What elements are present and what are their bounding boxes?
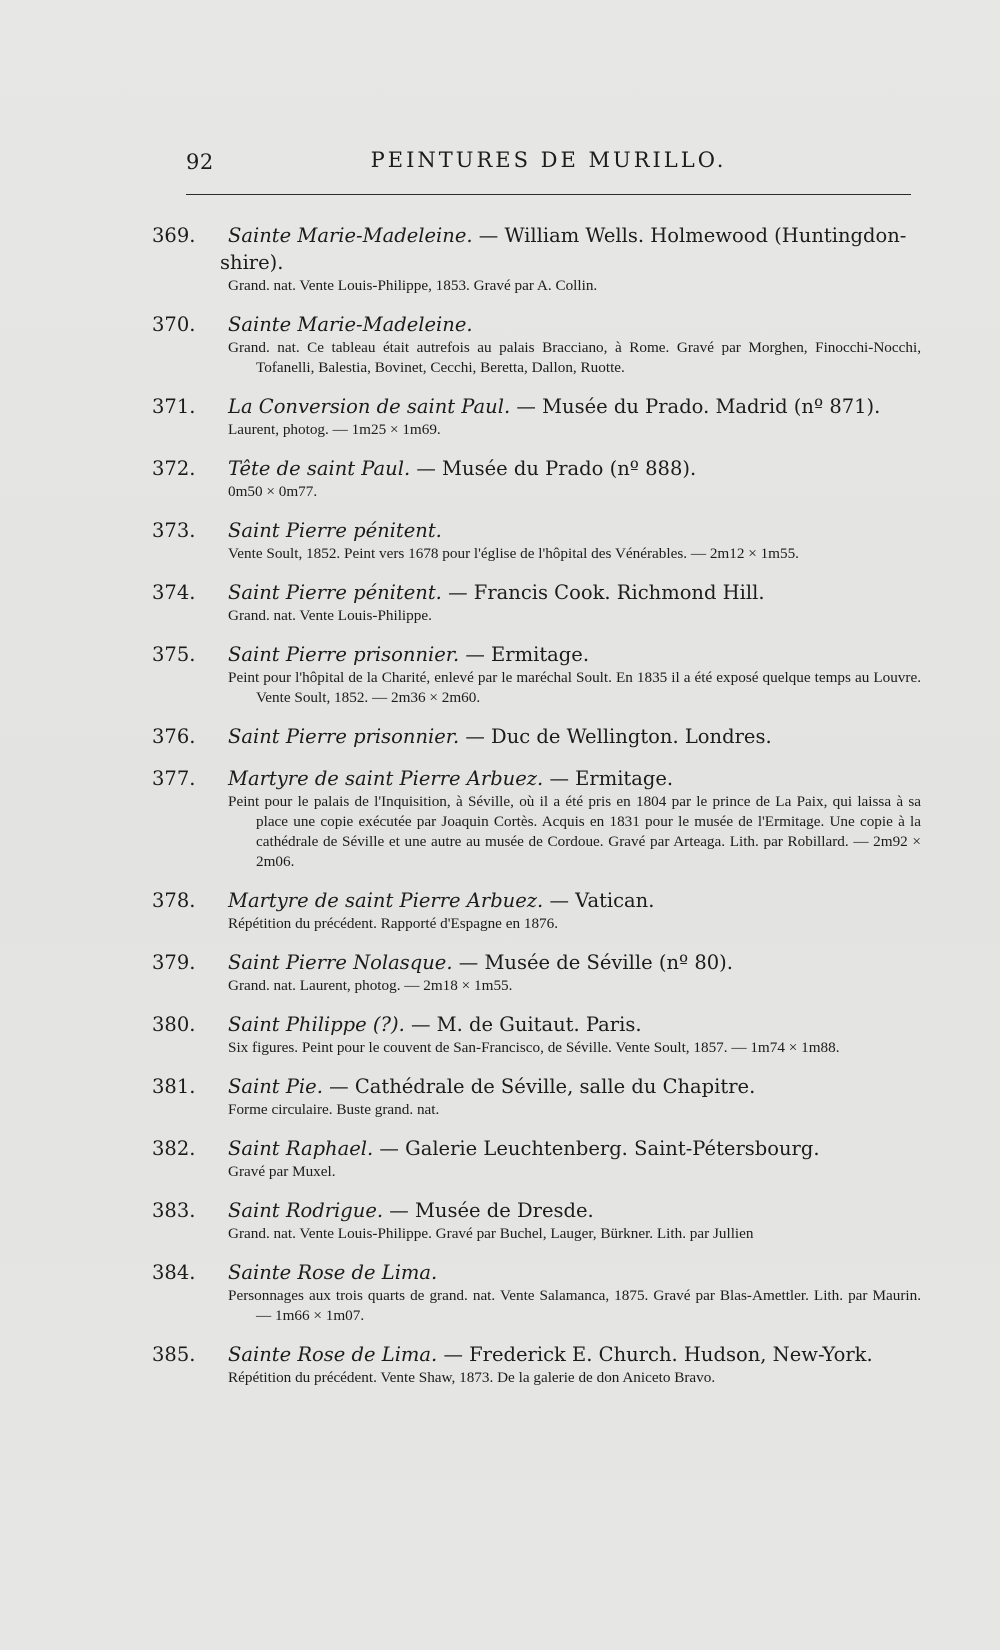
entry-number: 369. — [152, 224, 196, 247]
entry-heading — [152, 765, 921, 792]
catalog-entry — [152, 222, 921, 296]
entry-number: 372. — [152, 457, 196, 480]
entry-title: Saint Raphael. — [228, 1137, 374, 1160]
catalog-entry — [152, 765, 921, 872]
entry-note: Gravé par Muxel. — [228, 1163, 336, 1180]
entry-note: Peint pour le palais de l'Inquisition, à Séville, où il a été pris en 1804 par le prince de La Paix, qui laissa à sa place une copie exécutée par Joaquin Cortès. Acquis en 1831 pour le musée de l'Ermitage. Une copie à la cathédrale de Séville et une autre au musée de Cordoue. Gravé par Arteaga. Lith. par Robillard. — 2m92 × 2m06. — [228, 793, 921, 870]
entry-note: Vente Soult, 1852. Peint vers 1678 pour l'église de l'hôpital des Vénérables. — 2m12 × 1m55. — [228, 545, 799, 562]
entry-number: 381. — [152, 1075, 196, 1098]
catalog-entry — [152, 723, 921, 750]
entry-number: 380. — [152, 1013, 196, 1036]
catalog-entry — [152, 1259, 921, 1326]
entry-note: Peint pour l'hôpital de la Charité, enlevé par le maréchal Soult. En 1835 il a été exposé quelque temps au Louvre. Vente Soult, 1852. — 2m36 × 2m60. — [228, 669, 921, 706]
entry-heading — [152, 1341, 921, 1368]
entry-number: 373. — [152, 519, 196, 542]
catalog-entry — [152, 1011, 921, 1058]
entry-title: Saint Pierre pénitent. — [228, 519, 442, 542]
entry-note: 0m50 × 0m77. — [228, 483, 318, 500]
entry-title: Saint Pierre pénitent. — [228, 581, 442, 604]
entry-location: — Musée du Prado. Madrid (nº 871). — [510, 395, 881, 418]
entry-location: — Musée du Prado (nº 888). — [410, 457, 697, 480]
catalog-entry — [152, 311, 921, 378]
entry-title: Sainte Rose de Lima. — [228, 1261, 438, 1284]
catalog-entry — [152, 455, 921, 502]
page-number: 92 — [186, 150, 214, 174]
entry-title: Sainte Rose de Lima. — [228, 1343, 438, 1366]
entry-title: Martyre de saint Pierre Arbuez. — [228, 889, 544, 912]
entry-title: Saint Pierre prisonnier. — [228, 725, 460, 748]
entry-number: 371. — [152, 395, 196, 418]
entry-location: — Vatican. — [543, 889, 655, 912]
catalog-entries — [152, 222, 921, 1403]
entry-location: — M. de Guitaut. Paris. — [404, 1013, 642, 1036]
entry-location: — William Wells. Holmewood (Huntingdon-shire). — [220, 224, 907, 274]
entry-note: Grand. nat. Ce tableau était autrefois au palais Bracciano, à Rome. Gravé par Morghen, Finocchi-Nocchi, Tofanelli, Balestia, Bovinet, Cecchi, Beretta, Dallon, Ruotte. — [228, 339, 921, 376]
catalog-entry — [152, 1073, 921, 1120]
entry-title: Saint Rodrigue. — [228, 1199, 384, 1222]
entry-location: — Ermitage. — [459, 643, 590, 666]
catalog-entry — [152, 1197, 921, 1244]
header-rule — [186, 194, 911, 195]
entry-heading — [152, 949, 921, 976]
entry-number: 377. — [152, 767, 196, 790]
catalog-entry — [152, 393, 921, 440]
entry-heading — [152, 393, 921, 420]
catalog-entry — [152, 641, 921, 708]
entry-note: Répétition du précédent. Vente Shaw, 1873. De la galerie de don Aniceto Bravo. — [228, 1369, 716, 1386]
entry-title: Martyre de saint Pierre Arbuez. — [228, 767, 544, 790]
entry-heading — [152, 517, 921, 544]
entry-heading — [152, 641, 921, 668]
entry-number: 376. — [152, 725, 196, 748]
entry-location: — Francis Cook. Richmond Hill. — [441, 581, 765, 604]
entry-heading — [152, 723, 921, 750]
entry-location: — Ermitage. — [543, 767, 674, 790]
entry-title: Saint Pie. — [228, 1075, 323, 1098]
entry-title: Saint Pierre Nolasque. — [228, 951, 453, 974]
entry-note: Laurent, photog. — 1m25 × 1m69. — [228, 421, 441, 438]
catalog-entry — [152, 1135, 921, 1182]
entry-location: — Galerie Leuchtenberg. Saint-Pétersbourg. — [373, 1137, 820, 1160]
entry-heading — [152, 887, 921, 914]
entry-location: — Musée de Séville (nº 80). — [452, 951, 733, 974]
entry-heading — [152, 222, 921, 276]
entry-heading — [152, 1135, 921, 1162]
entry-number: 385. — [152, 1343, 196, 1366]
entry-title: Tête de saint Paul. — [228, 457, 411, 480]
entry-number: 370. — [152, 313, 196, 336]
entry-location: — Musée de Dresde. — [383, 1199, 594, 1222]
entry-note: Répétition du précédent. Rapporté d'Espagne en 1876. — [228, 915, 559, 932]
catalog-entry — [152, 1341, 921, 1388]
entry-title: Sainte Marie-Madeleine. — [228, 224, 473, 247]
entry-note: Grand. nat. Vente Louis-Philippe. — [228, 607, 432, 624]
entry-title: Saint Pierre prisonnier. — [228, 643, 460, 666]
entry-heading — [152, 311, 921, 338]
catalog-entry — [152, 579, 921, 626]
entry-location: — Frederick E. Church. Hudson, New-York. — [437, 1343, 873, 1366]
entry-note: Forme circulaire. Buste grand. nat. — [228, 1101, 440, 1118]
entry-heading — [152, 1011, 921, 1038]
entry-number: 382. — [152, 1137, 196, 1160]
entry-note: Grand. nat. Vente Louis-Philippe. Gravé par Buchel, Lauger, Bürkner. Lith. par Jullien — [228, 1225, 754, 1242]
entry-note: Grand. nat. Laurent, photog. — 2m18 × 1m55. — [228, 977, 513, 994]
entry-title: Saint Philippe (?). — [228, 1013, 405, 1036]
entry-title: La Conversion de saint Paul. — [228, 395, 511, 418]
entry-location: — Cathédrale de Séville, salle du Chapitre. — [322, 1075, 756, 1098]
entry-number: 375. — [152, 643, 196, 666]
entry-heading — [152, 1259, 921, 1286]
entry-heading — [152, 1197, 921, 1224]
catalog-entry — [152, 949, 921, 996]
entry-heading — [152, 579, 921, 606]
entry-location: — Duc de Wellington. Londres. — [459, 725, 772, 748]
entry-heading — [152, 1073, 921, 1100]
entry-note: Six figures. Peint pour le couvent de San-Francisco, de Séville. Vente Soult, 1857. — 1m74 × 1m88. — [228, 1039, 840, 1056]
catalog-entry — [152, 887, 921, 934]
entry-number: 379. — [152, 951, 196, 974]
entry-number: 383. — [152, 1199, 196, 1222]
entry-note: Grand. nat. Vente Louis-Philippe, 1853. Gravé par A. Collin. — [228, 277, 598, 294]
running-title: PEINTURES DE MURILLO. — [370, 148, 727, 172]
catalog-entry — [152, 517, 921, 564]
page-header — [186, 148, 911, 182]
entry-number: 378. — [152, 889, 196, 912]
entry-note: Personnages aux trois quarts de grand. nat. Vente Salamanca, 1875. Gravé par Blas-Amettler. Lith. par Maurin. — 1m66 × 1m07. — [228, 1287, 921, 1324]
entry-title: Sainte Marie-Madeleine. — [228, 313, 473, 336]
entry-number: 374. — [152, 581, 196, 604]
entry-number: 384. — [152, 1261, 196, 1284]
entry-heading — [152, 455, 921, 482]
